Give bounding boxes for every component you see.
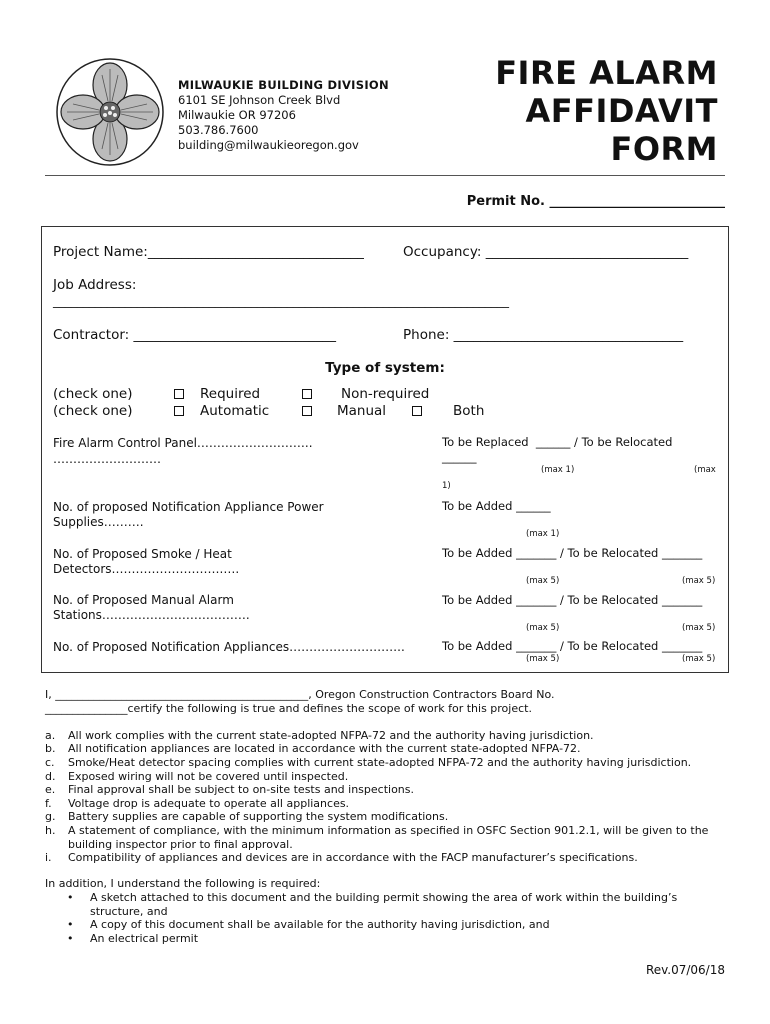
check-one-label-1: (check one) [53,386,133,402]
compliance-item-text: Battery supplies are capable of supporting the system modifications. [68,810,449,823]
compliance-item-text: Compatibility of appliances and devices are in accordance with the FACP manufacturer’s specifications. [68,851,638,864]
automatic-label: Automatic [200,403,270,419]
manual-max-note-1: (max 5) [526,623,560,633]
compliance-item-text: All notification appliances are located in accordance with the current state-adopted NFPA-72. [68,742,581,755]
requirement-text: An electrical permit [90,932,199,945]
facp-relocate-blank[interactable]: ______ [442,450,477,464]
contractor-field[interactable]: Contractor: ______________________________ [53,327,336,343]
type-of-system-heading: Type of system: [325,360,445,376]
naps-added-field[interactable]: To be Added ______ [442,499,551,513]
compliance-item-key: g. [45,810,56,823]
compliance-item-key: c. [45,756,55,769]
phone-field[interactable]: Phone: __________________________________ [403,327,684,343]
form-title [495,54,718,168]
notification-added-relocated-field[interactable]: To be Added _______ / To be Relocated _______ [442,639,703,653]
compliance-item-text: Voltage drop is adequate to operate all appliances. [68,797,350,810]
compliance-item [45,770,725,784]
permit-number-field[interactable]: Permit No. ___________________________ [466,194,725,209]
both-label: Both [453,403,485,419]
compliance-item-text: Smoke/Heat detector spacing complies with current state-adopted NFPA-72 and the authority having jurisdiction. [68,756,692,769]
org-name: MILWAUKIE BUILDING DIVISION [178,78,389,92]
bullet-icon: • [67,891,74,904]
project-name-field[interactable]: Project Name:________________________________ [53,244,364,260]
compliance-item-key: b. [45,742,56,755]
compliance-item [45,756,725,770]
naps-label: No. of proposed Notification Appliance Power [53,500,324,514]
requirement-item [67,932,707,946]
smoke-added-relocated-field[interactable]: To be Added _______ / To be Relocated _______ [442,546,703,560]
naps-max-note: (max 1) [526,529,560,539]
requirement-item [67,918,707,932]
compliance-item-text: A statement of compliance, with the minimum information as specified in OSFC Section 901.2.1, will be given to the building inspector prior to final approval. [68,824,709,851]
manual-checkbox[interactable] [302,406,312,416]
dogwood-logo-icon [55,57,165,167]
manual-label: Manual [337,403,387,419]
facp-replace-relocate-field[interactable]: To be Replaced ______ / To be Relocated [442,435,673,449]
naps-label-cont: Supplies………. [53,515,144,529]
org-block [178,78,389,153]
compliance-item [45,824,725,851]
facp-max-note-3: 1) [442,481,451,491]
job-address-field[interactable]: ____________________________________________________________________________ [53,294,509,308]
manual-added-relocated-field[interactable]: To be Added _______ / To be Relocated _______ [442,593,703,607]
compliance-item [45,729,725,743]
occupancy-field[interactable]: Occupancy: ______________________________ [403,244,689,260]
compliance-item [45,851,725,865]
compliance-item [45,783,725,797]
compliance-item-key: h. [45,824,56,837]
compliance-item-text: All work complies with the current state-adopted NFPA-72 and the authority having jurisdiction. [68,729,594,742]
addition-intro: In addition, I understand the following is required: [45,877,321,890]
title-line-3: FORM [610,130,718,168]
compliance-item-text: Final approval shall be subject to on-site tests and inspections. [68,783,415,796]
smoke-max-note-1: (max 5) [526,576,560,586]
org-address-2: Milwaukie OR 97206 [178,108,296,122]
smoke-label-cont: Detectors……………………….…. [53,562,240,576]
compliance-item [45,810,725,824]
title-line-2: AFFIDAVIT [525,92,718,130]
notification-max-note-2: (max 5) [682,654,716,664]
header-divider [45,175,725,176]
non-required-label: Non-required [341,386,430,402]
compliance-item [45,797,725,811]
title-line-1: FIRE ALARM [495,54,718,92]
both-checkbox[interactable] [412,406,422,416]
certify-line-2[interactable]: _______________certify the following is true and defines the scope of work for this project. [45,702,532,715]
compliance-item-key: a. [45,729,56,742]
check-one-label-2: (check one) [53,403,133,419]
smoke-max-note-2: (max 5) [682,576,716,586]
facp-label: Fire Alarm Control Panel……………………….. [53,436,313,450]
bullet-icon: • [67,918,74,931]
requirement-item [67,891,707,918]
manual-max-note-2: (max 5) [682,623,716,633]
non-required-checkbox[interactable] [302,389,312,399]
org-phone: 503.786.7600 [178,123,259,137]
manual-station-label-cont: Stations………………………………. [53,608,250,622]
compliance-item-key: e. [45,783,56,796]
revision-date: Rev.07/06/18 [645,963,725,977]
compliance-item [45,742,725,756]
compliance-item-key: f. [45,797,52,810]
compliance-item-key: d. [45,770,56,783]
notification-max-note-1: (max 5) [526,654,560,664]
requirement-text: A copy of this document shall be available for the authority having jurisdiction, and [90,918,550,931]
facp-label-cont: ……………………… [53,452,161,466]
requirement-text: A sketch attached to this document and the building permit showing the area of work within the building’s structure, and [90,891,678,918]
smoke-label: No. of Proposed Smoke / Heat [53,547,232,561]
notification-label: No. of Proposed Notification Appliances……………………….. [53,640,405,654]
bullet-icon: • [67,932,74,945]
org-email: building@milwaukieoregon.gov [178,138,359,152]
manual-station-label: No. of Proposed Manual Alarm [53,593,234,607]
required-label: Required [200,386,261,402]
compliance-item-text: Exposed wiring will not be covered until inspected. [68,770,349,783]
facp-max-note-1: (max 1) [541,465,575,475]
job-address-label: Job Address: [53,277,137,293]
certify-line-1[interactable]: I, ______________________________________________, Oregon Construction Contractors Board No. [45,688,555,701]
facp-max-note-2: (max [694,465,716,475]
automatic-checkbox[interactable] [174,406,184,416]
org-address-1: 6101 SE Johnson Creek Blvd [178,93,341,107]
required-checkbox[interactable] [174,389,184,399]
compliance-item-key: i. [45,851,52,864]
